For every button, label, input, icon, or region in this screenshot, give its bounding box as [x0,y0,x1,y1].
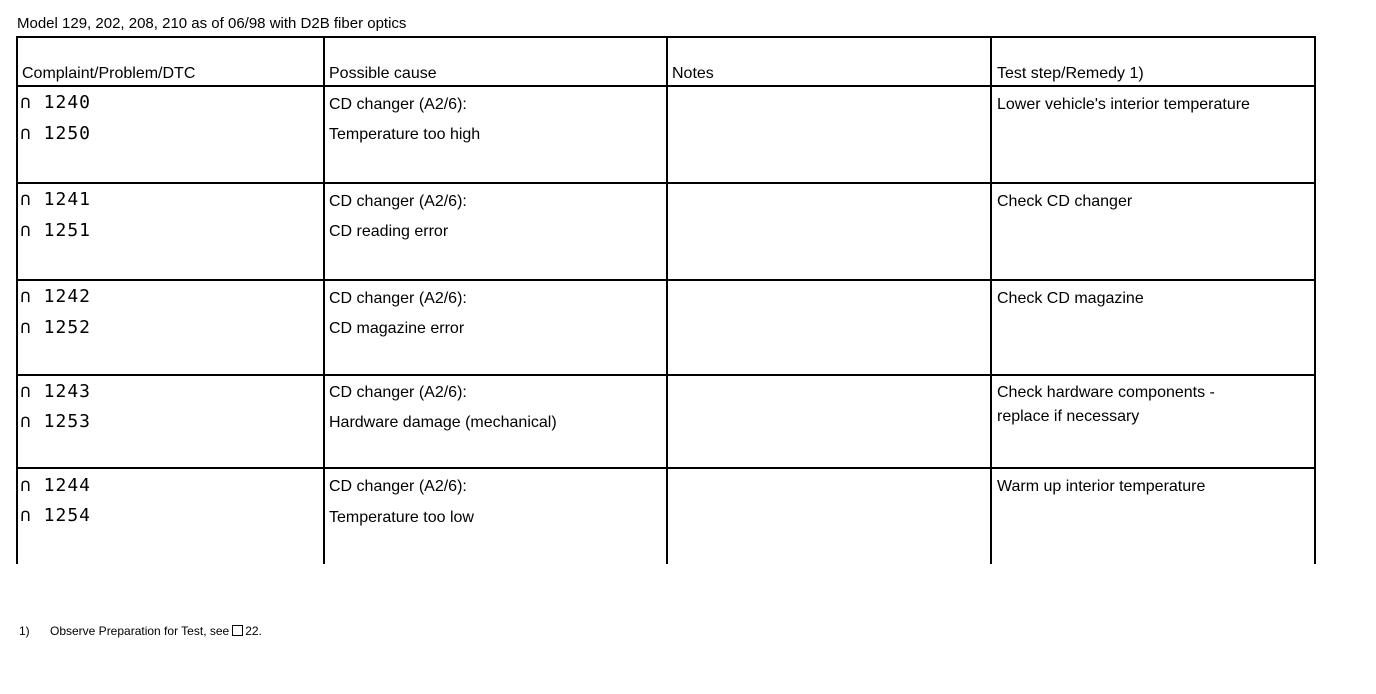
cause-description: Hardware damage (mechanical) [329,414,557,431]
column-divider [323,36,325,564]
remedy-text: Check CD magazine [997,290,1144,307]
table-border-right [1314,36,1316,564]
cause-component: CD changer (A2/6): [329,478,467,495]
cause-component: CD changer (A2/6): [329,193,467,210]
column-header-complaint: Complaint/Problem/DTC [22,65,196,82]
column-divider [990,36,992,564]
column-header-possible-cause: Possible cause [329,65,437,82]
table-border-top [16,36,1316,38]
row-divider [16,182,1316,184]
column-divider [666,36,668,564]
dtc-code: ∩ 1244 [20,475,92,496]
cause-component: CD changer (A2/6): [329,290,467,307]
dtc-code: ∩ 1250 [20,123,92,144]
dtc-code: ∩ 1240 [20,92,92,113]
footnote-number: 1) [19,624,30,638]
header-divider [16,85,1316,87]
dtc-code: ∩ 1241 [20,189,92,210]
remedy-text: Warm up interior temperature [997,478,1206,495]
cause-component: CD changer (A2/6): [329,384,467,401]
cause-description: Temperature too high [329,126,481,143]
remedy-text: Check hardware components - [997,384,1215,401]
table-border-left [16,36,18,564]
dtc-table [16,36,1318,564]
footnote [19,624,262,638]
row-divider [16,467,1316,469]
cause-description: Temperature too low [329,509,474,526]
document-title: Model 129, 202, 208, 210 as of 06/98 with D2B fiber optics [17,15,407,32]
dtc-code: ∩ 1252 [20,317,92,338]
dtc-code: ∩ 1242 [20,286,92,307]
remedy-text: replace if necessary [997,408,1140,425]
dtc-code: ∩ 1251 [20,220,92,241]
dtc-code: ∩ 1243 [20,381,92,402]
remedy-text: Check CD changer [997,193,1133,210]
dtc-code: ∩ 1254 [20,505,92,526]
remedy-text: Lower vehicle's interior temperature [997,96,1250,113]
cause-description: CD magazine error [329,320,465,337]
page-reference-icon [232,625,243,636]
row-divider [16,374,1316,376]
column-header-notes: Notes [672,65,714,82]
footnote-text: Observe Preparation for Test, see [50,624,230,638]
row-divider [16,279,1316,281]
footnote-page: 22. [245,624,262,638]
dtc-code: ∩ 1253 [20,411,92,432]
cause-component: CD changer (A2/6): [329,96,467,113]
column-header-remedy: Test step/Remedy 1) [997,65,1144,82]
cause-description: CD reading error [329,223,449,240]
